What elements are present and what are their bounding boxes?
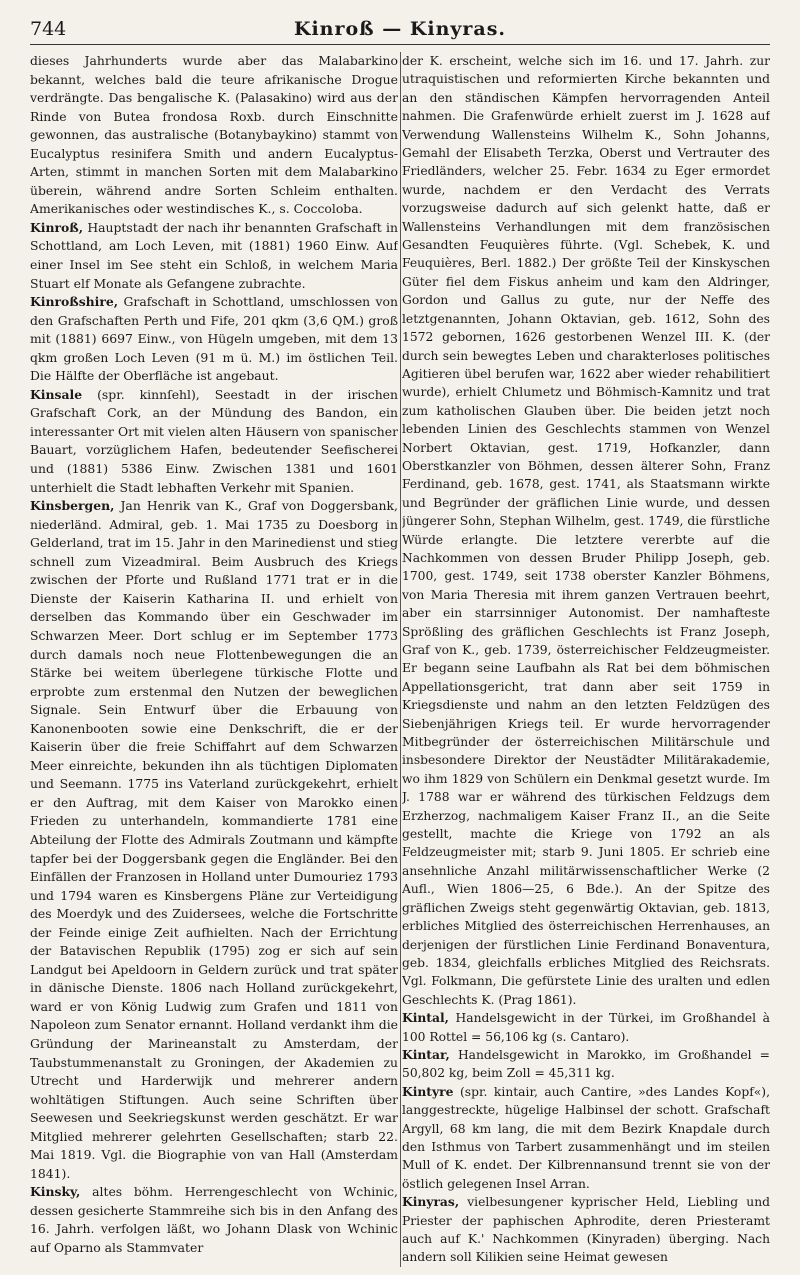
entry-text: Handelsgewicht in der Türkei, im Großhandel à 100 Rottel = 56,106 kg (s. Cantaro). — [402, 1011, 770, 1044]
entry-text: altes böhm. Herrengeschlecht von Wchinic, dessen gesicherte Stammreihe sich bis in den Anfang des 16. Jahrh. verfolgen läßt, wo Johann Dlask von Wchinic auf Oparno als Stammvater — [30, 1184, 398, 1255]
dictionary-entry — [30, 52, 398, 219]
entry-headword: Kinsale — [30, 386, 83, 402]
entry-headword: Kintar, — [402, 1046, 450, 1062]
entry-text: Grafschaft in Schottland, umschlossen von den Grafschaften Perth und Fife, 201 qkm (3,6 QM.) groß mit (1881) 6697 Einw., von Hügeln umgeben, mit dem 13 qkm großen Loch Leven (91 m ü. M.) im östlichen Teil. Die Hälfte der Oberfläche ist angebaut. — [30, 294, 398, 384]
dictionary-entry — [402, 1193, 770, 1267]
entry-text: (spr. kinnſehl), Seestadt in der irischen Grafschaft Cork, an der Mündung des Bandon, ein interessanter Ort mit vielen alten Häusern von spanischer Bauart, vorzüglichem Hafen, bedeutender Seefischerei und (1881) 5386 Einw. Zwischen 1381 und 1601 unterhielt die Stadt lebhaften Verkehr mit Spanien. — [30, 386, 398, 495]
entry-headword: Kinyras, — [402, 1194, 460, 1210]
right-column — [402, 52, 770, 1267]
dictionary-entry — [30, 293, 398, 386]
page-header — [30, 18, 770, 45]
running-head: Kinroß — Kinyras. — [293, 18, 507, 40]
entry-headword: Kinroß, — [30, 219, 84, 235]
dictionary-entry — [402, 1009, 770, 1046]
left-column — [30, 52, 398, 1267]
entry-text: Handelsgewicht in Marokko, im Großhandel = 50,802 kg, beim Zoll = 45,311 kg. — [402, 1047, 770, 1081]
entry-text: (spr. kintair, auch Cantire, »des Landes Kopf«), langgestreckte, hügelige Halbinsel der schott. Grafschaft Argyll, 68 km lang, die mit dem Bezirk Knapdale durch den Isthmus von Tarbert zusammenhängt und im steilen Mull of K. endet. Der Kilbrennansund trennt sie von der östlich gelegenen Insel Arran. — [402, 1084, 770, 1191]
text-columns — [30, 52, 770, 1267]
dictionary-entry — [30, 497, 398, 1183]
dictionary-entry — [30, 1183, 398, 1257]
entry-headword: Kinsbergen, — [30, 498, 115, 514]
dictionary-entry — [402, 1083, 770, 1193]
entry-headword: Kintyre — [402, 1083, 454, 1099]
entry-text: Hauptstadt der nach ihr benannten Grafschaft in Schottland, am Loch Leven, mit (1881) 1960 Einw. Auf einer Insel im See steht ein Schloß, in welchem Maria Stuart elf Monate als Gefangene zubrachte. — [30, 219, 398, 291]
entry-headword: Kinsky, — [30, 1184, 81, 1200]
entry-text: der K. erscheint, welche sich im 16. und 17. Jahrh. zur utraquistischen und reformierten Kirche bekannten und an den ständischen Kämpfen hervorragenden Anteil nahmen. Die Grafenwürde erhielt zuerst im J. 1628 auf Verwendung Wallensteins Wilhelm K., Sohn Johanns, Gemahl der Elisabeth Terzka, Oberst und Vertrauter des Friedländers, welcher 25. Febr. 1634 zu Eger ermordet wurde, nachdem er den Verdacht des Verrats vorzugsweise dadurch auf sich gelenkt hatte, daß er Wallensteins Verhandlungen mit dem französischen Gesandten Feuquières führte. (Vgl. Schebek, K. und Feuquières, Berl. 1882.) Der größte Teil der Kinskyschen Güter fiel dem Fiskus anheim und kam den Aldringer, Gordon und Gallus zu gute, nur der Neffe des letztgenannten, Johann Oktavian, geb. 1612, Sohn des 1572 gebornen, 1626 gestorbenen Wenzel III. K. (der durch sein bewegtes Leben und charakterloses politisches Agitieren übel berufen war, 1622 aber wieder rehabilitiert wurde), erhielt Chlumetz und Böhmisch-Kamnitz und trat zum katholischen Glauben über. Die beiden jetzt noch lebenden Linien des Geschlechts stammen von Wenzel Norbert Oktavian, gest. 1719, Hofkanzler, dann Oberstkanzler von Böhmen, dessen älterer Sohn, Franz Ferdinand, geb. 1678, gest. 1741, als Staatsmann wirkte und Begründer der gräflichen Linie wurde, und dessen jüngerer Sohn, Stephan Wilhelm, gest. 1749, die fürstliche Würde erlangte. Die letztere vererbte auf die Nachkommen von dessen Bruder Philipp Joseph, geb. 1700, gest. 1749, seit 1738 oberster Kanzler Böhmens, von Maria Theresia mit ihrem ganzen Vertrauen beehrt, aber ein starrsinniger Autonomist. Der namhafteste Sprößling des gräflichen Geschlechts ist Franz Joseph, Graf von K., geb. 1739, österreichischer Feldzeugmeister. Er begann seine Laufbahn als Rat bei dem böhmischen Appellationsgericht, trat dann aber seit 1759 in Kriegsdienste und nahm an den letzten Feldzügen des Siebenjährigen Kriegs teil. Er wurde hervorragender Mitbegründer der österreichischen Militärschule und insbesondere Direktor der Neustädter Militärakademie, wo ihm 1829 von Schülern ein Denkmal gesetzt wurde. Im J. 1788 war er während des türkischen Feldzugs dem Erzherzog, nachmaligem Kaiser Franz II., an die Seite gestellt, machte die Kriege von 1792 an als Feldzeugmeister mit; starb 9. Juni 1805. Er schrieb eine ansehnliche Anzahl militärwissenschaftlicher Werke (2 Aufl., Wien 1806—25, 6 Bde.). An der Spitze des gräflichen Zweigs steht gegenwärtig Oktavian, geb. 1813, erbliches Mitglied des österreichischen Herrenhauses, an derjenigen der fürstlichen Linie Ferdinand Bonaventura, geb. 1834, gleichfalls erbliches Mitglied des Reichsrats. Vgl. Folkmann, Die gefürstete Linie des uralten und edlen Geschlechts K. (Prag 1861). — [402, 54, 770, 1007]
dictionary-entry — [30, 219, 398, 293]
entry-text: vielbesungener kyprischer Held, Liebling und Priester der paphischen Aphrodite, deren Priesteramt auch auf K.' Nachkommen (Kinyraden) überging. Nach andern soll Kilikien seine Heimat gewesen — [402, 1195, 770, 1265]
entry-headword: Kintal, — [402, 1010, 449, 1026]
entry-headword: Kinroßshire, — [30, 294, 119, 310]
column-divider — [400, 52, 401, 1267]
page-number: 744 — [30, 18, 67, 40]
dictionary-entry — [402, 52, 770, 1009]
dictionary-entry — [30, 386, 398, 497]
dictionary-entry — [402, 1046, 770, 1083]
entry-text: dieses Jahrhunderts wurde aber das Malabarkino bekannt, welches bald die teure afrikanische Drogue verdrängte. Das bengalische K. (Palasakino) wird aus der Rinde von Butea frondosa Roxb. durch Einschnitte gewonnen, das australische (Botanybaykino) stammt von Eucalyptus resinifera Smith und andern Eucalyptus-Arten, stimmt in manchen Sorten mit dem Malabarkino überein, während andre Sorten Schleim enthalten. Amerikanisches oder westindisches K., s. Coccoloba. — [30, 53, 398, 217]
entry-text: Jan Henrik van K., Graf von Doggersbank, niederländ. Admiral, geb. 1. Mai 1735 zu Doesborg in Gelderland, trat im 15. Jahr in den Marinedienst und stieg schnell zum Vizeadmiral. Beim Ausbruch des Kriegs zwischen der Pforte und Rußland 1771 trat er in die Dienste der Kaiserin Katharina II. und erhielt von derselben das Kommando über ein Geschwader im Schwarzen Meer. Dort schlug er im September 1773 durch damals noch neue Flottenbewegungen die an Stärke bei weitem überlegene türkische Flotte und erprobte zum erstenmal den Nutzen der beweglichen Signale. Sein Entwurf über die Erbauung von Kanonenbooten sowie eine Denkschrift, die er der Kaiserin über die freie Schiffahrt auf dem Schwarzen Meer einreichte, bekunden ihn als tüchtigen Diplomaten und Seemann. 1775 ins Vaterland zurückgekehrt, erhielt er den Auftrag, mit dem Kaiser von Marokko einen Frieden zu unterhandeln, kommandierte 1781 eine Abteilung der Flotte des Admirals Zoutmann und kämpfte tapfer bei der Doggersbank gegen die Engländer. Bei den Einfällen der Franzosen in Holland unter Dumouriez 1793 und 1794 waren es Kinsbergens Pläne zur Verteidigung des Moerdyk und des Zuidersees, welche die Fortschritte der Feinde einige Zeit aufhielten. Nach der Errichtung der Batavischen Republik (1795) zog er sich auf sein Landgut bei Apeldoorn in Geldern zurück und trat später in dänische Dienste. 1806 nach Holland zurückgekehrt, ward er von König Ludwig zum Grafen und 1811 von Napoleon zum Senator ernannt. Holland verdankt ihm die Gründung der Marineanstalt zu Amsterdam, der Taubstummenanstalt zu Groningen, der Akademien zu Utrecht und Harderwijk und mehrerer andern wohltätigen Stiftungen. Auch seine Schriften über Seewesen und Seekriegskunst werden geschätzt. Er war Mitglied mehrerer gelehrten Gesellschaften; starb 22. Mai 1819. Vgl. die Biographie von van Hall (Amsterdam 1841). — [30, 498, 398, 1181]
